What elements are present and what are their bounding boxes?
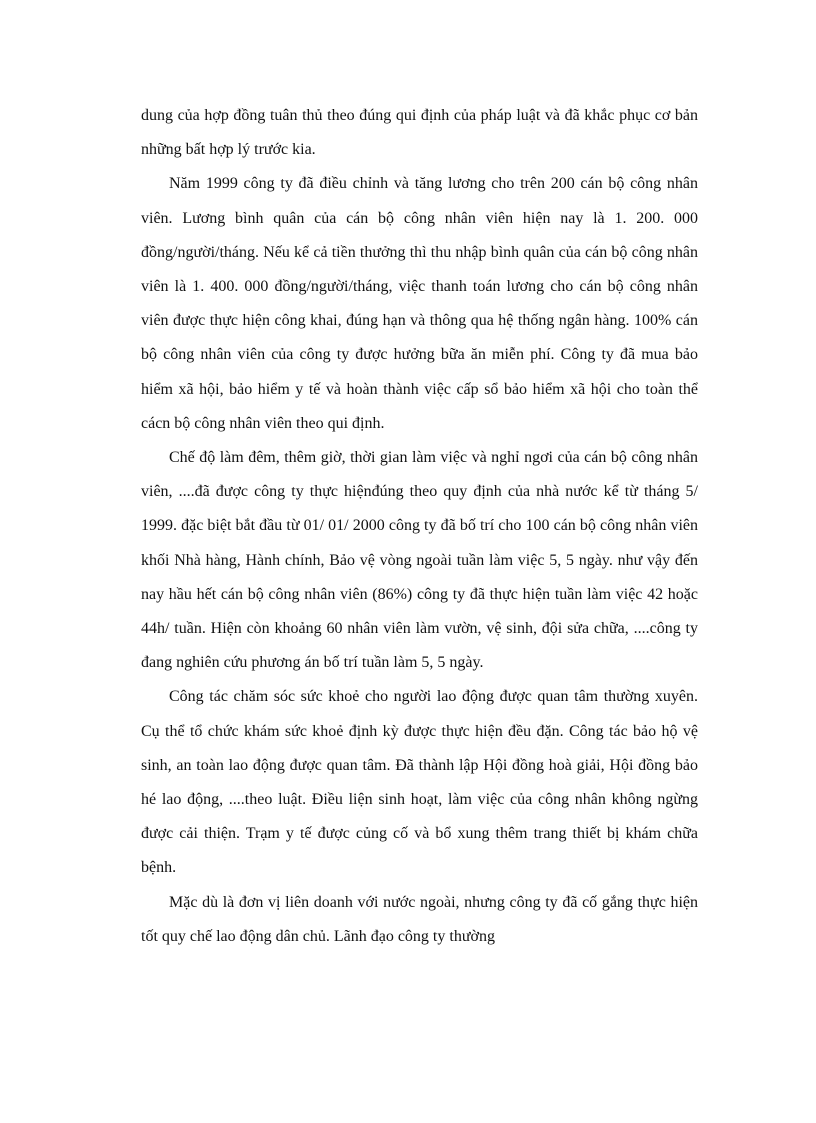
paragraph-2: Năm 1999 công ty đã điều chỉnh và tăng lương cho trên 200 cán bộ công nhân viên. Lương bình quân của cán bộ công nhân viên hiện nay là 1. 200. 000 đồng/người/tháng. Nếu kể cả tiền thưởng thì thu nhập bình quân của cán bộ công nhân viên là 1. 400. 000 đồng/người/tháng, việc thanh toán lương cho cán bộ công nhân viên được thực hiện công khai, đúng hạn và thông qua hệ thống ngân hàng. 100% cán bộ công nhân viên của công ty được hưởng bữa ăn miễn phí. Công ty đã mua bảo hiểm xã hội, bảo hiểm y tế và hoàn thành việc cấp sổ bảo hiểm xã hội cho toàn thể cácn bộ công nhân viên theo qui định.	[141, 175, 698, 432]
paragraph-4: Công tác chăm sóc sức khoẻ cho người lao động được quan tâm thường xuyên. Cụ thể tổ chức khám sức khoẻ định kỳ được thực hiện đều đặn. Công tác bảo hộ vệ sinh, an toàn lao động được quan tâm. Đã thành lập Hội đồng hoà giải, Hội đồng bảo hé lao động, ....theo luật. Điều liện sinh hoạt, làm việc của công nhân không ngừng được cải thiện. Trạm y tế được củng cố và bổ xung thêm trang thiết bị khám chữa bệnh.	[141, 688, 698, 877]
paragraph-5: Mặc dù là đơn vị liên doanh với nước ngoài, nhưng công ty đã cố gắng thực hiện tốt quy chế lao động dân chủ. Lãnh đạo công ty thường	[141, 893, 698, 945]
document-body	[141, 99, 698, 954]
paragraph-3: Chế độ làm đêm, thêm giờ, thời gian làm việc và nghỉ ngơi của cán bộ công nhân viên, ....đã được công ty thực hiệnđúng theo quy định của nhà nước kể từ tháng 5/ 1999. đặc biệt bắt đầu từ 01/ 01/ 2000 công ty đã bố trí cho 100 cán bộ công nhân viên khối Nhà hàng, Hành chính, Bảo vệ vòng ngoài tuần làm việc 5, 5 ngày. như vậy đến nay hầu hết cán bộ công nhân viên (86%) công ty đã thực hiện tuần làm việc 42 hoặc 44h/ tuần. Hiện còn khoảng 60 nhân viên làm vườn, vệ sinh, đội sửa chữa, ....công ty đang nghiên cứu phương án bố trí tuần làm 5, 5 ngày.	[141, 449, 698, 672]
paragraph-1: dung của hợp đồng tuân thủ theo đúng qui định của pháp luật và đã khắc phục cơ bản những bất hợp lý trước kia.	[141, 107, 698, 159]
